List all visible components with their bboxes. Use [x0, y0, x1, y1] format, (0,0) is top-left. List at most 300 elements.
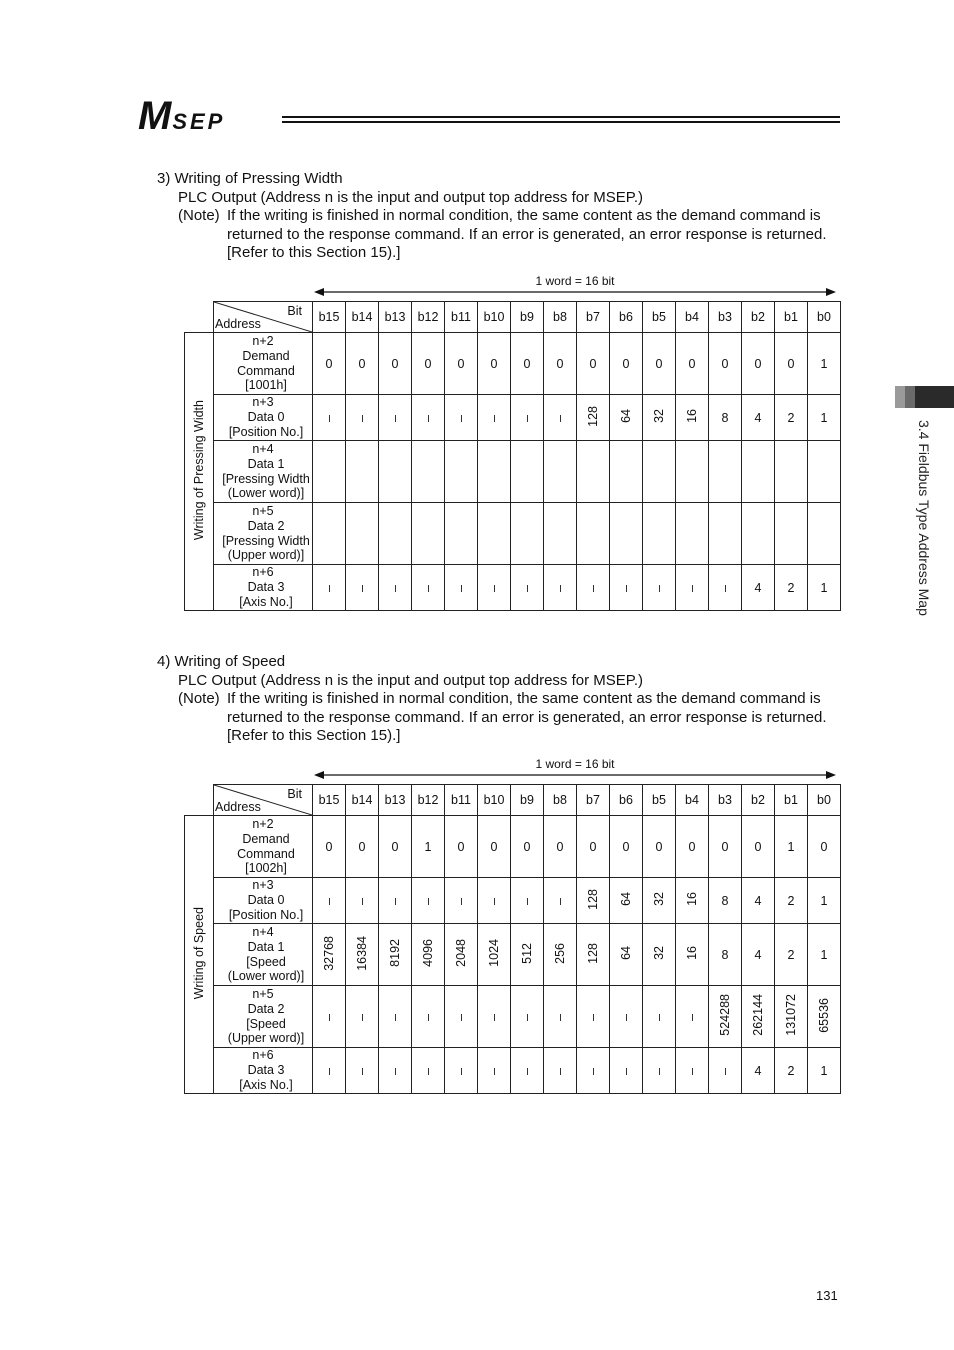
bit-value: –: [355, 584, 369, 592]
bit-value: –: [355, 1013, 369, 1021]
bit-value-cell: [544, 878, 577, 924]
bit-value-cell: [346, 395, 379, 441]
bit-value-cell: [478, 503, 511, 565]
address-number: n+2: [252, 333, 274, 348]
bit-value-cell: [709, 816, 742, 878]
bit-value: 1: [820, 410, 828, 425]
header-rule-top: [282, 116, 840, 118]
bit-value-cell: [709, 924, 742, 986]
bit-value: –: [487, 414, 501, 422]
bit-value-cell: [544, 395, 577, 441]
bit-value-cell: [313, 924, 346, 986]
bit-value: –: [454, 1013, 468, 1021]
bit-value: –: [454, 897, 468, 905]
bit-value: 0: [391, 356, 399, 371]
bit-column-header: b5: [643, 302, 676, 333]
bit-value-cell: [577, 816, 610, 878]
bit-value: –: [388, 1013, 402, 1021]
bit-value: –: [553, 584, 567, 592]
bit-column-header: b9: [511, 302, 544, 333]
bit-value-cell: [808, 1048, 841, 1094]
bit-column-header: b11: [445, 785, 478, 816]
bit-value-cell: [775, 1048, 808, 1094]
bit-value: –: [487, 584, 501, 592]
bit-value-cell: [346, 1048, 379, 1094]
bit-value-cell: [445, 878, 478, 924]
bit-value-cell: [478, 1048, 511, 1094]
bit-value-cell: [511, 395, 544, 441]
bit-value: 0: [457, 839, 465, 854]
bit-column-header: b3: [709, 302, 742, 333]
bit-value-cell: [643, 565, 676, 611]
address-cell: [214, 1048, 313, 1094]
bit-value: –: [388, 1067, 402, 1075]
bit-value-cell: [742, 816, 775, 878]
bit-value: –: [487, 1013, 501, 1021]
bit-column-header: b1: [775, 302, 808, 333]
bit-column-header: b4: [676, 302, 709, 333]
table-row: [185, 924, 841, 986]
plc-output-text: PLC Output (Address n is the input and output top address for MSEP.): [178, 188, 643, 206]
bit-value: –: [388, 414, 402, 422]
bit-column-header: b9: [511, 785, 544, 816]
bit-value-cell: [346, 924, 379, 986]
bit-table-pressing-width: [184, 301, 841, 611]
bit-value: 64: [619, 892, 633, 906]
bit-value-cell: [676, 333, 709, 395]
bit-value: –: [520, 1013, 534, 1021]
bit-value: –: [586, 1013, 600, 1021]
bit-value-cell: [808, 441, 841, 503]
section-heading: 3) Writing of Pressing Width: [157, 170, 343, 187]
note: [157, 690, 847, 746]
bit-value-cell: [643, 395, 676, 441]
bit-value: 32: [652, 946, 666, 960]
bit-value-cell: [709, 503, 742, 565]
bit-value-cell: [445, 816, 478, 878]
bit-value-cell: [742, 565, 775, 611]
bit-value-cell: [412, 816, 445, 878]
bit-column-header: b3: [709, 785, 742, 816]
bit-value: 0: [622, 839, 630, 854]
bit-value: 0: [622, 356, 630, 371]
bit-value: 0: [721, 839, 729, 854]
bit-value-cell: [379, 986, 412, 1048]
bit-value: 32: [652, 892, 666, 906]
section-heading: 4) Writing of Speed: [157, 653, 286, 670]
bit-value-cell: [577, 878, 610, 924]
bit-value: –: [421, 1013, 435, 1021]
bit-value: 1: [424, 839, 432, 854]
bit-value: –: [388, 584, 402, 592]
bit-value: –: [454, 1067, 468, 1075]
bit-value-cell: [379, 924, 412, 986]
bit-value: 0: [457, 356, 465, 371]
bit-value-cell: [709, 333, 742, 395]
bit-value-cell: [775, 565, 808, 611]
bit-value-cell: [742, 878, 775, 924]
bit-value-cell: [346, 503, 379, 565]
bit-column-header: b8: [544, 785, 577, 816]
address-number: n+5: [252, 986, 274, 1001]
bit-value-cell: [775, 924, 808, 986]
bit-value: 64: [619, 409, 633, 423]
bit-value: 1: [820, 580, 828, 595]
bit-value: –: [586, 1067, 600, 1075]
address-cell: [214, 333, 313, 395]
bit-value-cell: [610, 1048, 643, 1094]
bit-value-cell: [346, 441, 379, 503]
bit-value: 512: [520, 942, 534, 964]
bit-value: –: [586, 584, 600, 592]
bit-column-header: b7: [577, 785, 610, 816]
bit-value-cell: [346, 986, 379, 1048]
bit-value: 2: [787, 410, 795, 425]
bit-value: 4: [754, 893, 762, 908]
address-description: [Speed: [246, 954, 286, 969]
bit-value: 128: [586, 405, 600, 427]
address-cell: [214, 924, 313, 986]
bit-address-header: [214, 785, 313, 816]
bit-value-cell: [313, 503, 346, 565]
address-description: [Axis No.]: [239, 594, 293, 609]
msep-logo: [138, 94, 225, 139]
address-description: Data 0: [247, 410, 285, 425]
bit-value-cell: [643, 878, 676, 924]
bit-value: 524288: [718, 994, 732, 1036]
bit-column-header: b15: [313, 785, 346, 816]
bit-value-cell: [346, 565, 379, 611]
bit-value-cell: [445, 333, 478, 395]
bit-value-cell: [676, 816, 709, 878]
address-description: Demand: [242, 831, 290, 846]
section-pressing-width: [157, 170, 847, 263]
address-description: (Lower word)]: [227, 486, 305, 501]
bit-value-cell: [676, 441, 709, 503]
bit-value-cell: [742, 986, 775, 1048]
bit-value-cell: [511, 565, 544, 611]
table-row: [185, 565, 841, 611]
bit-value: –: [454, 584, 468, 592]
address-description: [1001h]: [245, 378, 287, 393]
address-description: Data 2: [247, 1001, 285, 1016]
address-description: Data 3: [247, 1063, 285, 1078]
bit-value-cell: [610, 333, 643, 395]
bit-value-cell: [511, 986, 544, 1048]
address-description: (Upper word)]: [227, 1031, 305, 1046]
page-number: 131: [816, 1288, 838, 1303]
bit-value-cell: [610, 565, 643, 611]
bit-value-cell: [643, 1048, 676, 1094]
bit-value: 2: [787, 947, 795, 962]
bit-value-cell: [643, 503, 676, 565]
bit-value-cell: [478, 986, 511, 1048]
address-number: n+4: [252, 441, 274, 456]
bit-value-cell: [808, 924, 841, 986]
bit-value: –: [619, 1067, 633, 1075]
bit-value-cell: [511, 816, 544, 878]
table-row: [185, 878, 841, 924]
bit-value: –: [652, 584, 666, 592]
bit-value: 32768: [322, 935, 336, 971]
bit-value: –: [520, 584, 534, 592]
bit-column-header: b1: [775, 785, 808, 816]
bit-value: 64: [619, 946, 633, 960]
bit-value-cell: [544, 816, 577, 878]
table-row: [185, 986, 841, 1048]
address-number: n+6: [252, 1048, 274, 1063]
section-speed: [157, 653, 847, 746]
note-text: If the writing is finished in normal condition, the same content as the demand command is returned to the response command. If an error is generated, an error response is returned. [Refer to this Section 15).]: [227, 690, 827, 744]
bit-value-cell: [709, 1048, 742, 1094]
bit-value-cell: [445, 924, 478, 986]
bit-value: –: [487, 1067, 501, 1075]
bit-value: –: [520, 414, 534, 422]
bit-value-cell: [478, 565, 511, 611]
side-tab-marker: [895, 386, 954, 408]
bit-value-cell: [676, 565, 709, 611]
bit-value: –: [553, 1013, 567, 1021]
bit-value-cell: [412, 1048, 445, 1094]
logo-sep: SEP: [172, 109, 226, 134]
bit-column-header: b6: [610, 785, 643, 816]
bit-value-cell: [445, 1048, 478, 1094]
bit-value: 2: [787, 1063, 795, 1078]
bit-value-cell: [445, 986, 478, 1048]
bit-value: 1024: [487, 939, 501, 967]
bit-value-cell: [511, 878, 544, 924]
bit-value-cell: [577, 441, 610, 503]
bit-value-cell: [544, 441, 577, 503]
address-number: n+4: [252, 924, 274, 939]
bit-column-header: b14: [346, 302, 379, 333]
word-size-label: 1 word = 16 bit: [535, 274, 615, 288]
bit-value: –: [685, 584, 699, 592]
bit-table-speed: [184, 784, 841, 1094]
bit-value-cell: [313, 333, 346, 395]
bit-value-cell: [478, 395, 511, 441]
bit-value-cell: [544, 503, 577, 565]
bit-value-cell: [808, 878, 841, 924]
bit-value-cell: [577, 503, 610, 565]
bit-value: –: [355, 1067, 369, 1075]
bit-value-cell: [643, 333, 676, 395]
bit-value-cell: [511, 924, 544, 986]
address-cell: [214, 395, 313, 441]
bit-column-header: b6: [610, 302, 643, 333]
bit-value-cell: [313, 816, 346, 878]
bit-column-header: b14: [346, 785, 379, 816]
bit-value-cell: [610, 986, 643, 1048]
bit-value-cell: [379, 565, 412, 611]
address-description: Data 2: [247, 518, 285, 533]
bit-value-cell: [313, 565, 346, 611]
address-description: Data 0: [247, 893, 285, 908]
bit-value: –: [487, 897, 501, 905]
bit-value-cell: [676, 395, 709, 441]
bit-value: 65536: [817, 997, 831, 1033]
address-description: [1002h]: [245, 861, 287, 876]
bit-value: 8: [721, 893, 729, 908]
bit-value: –: [322, 1013, 336, 1021]
bit-value-cell: [610, 395, 643, 441]
bit-value-cell: [610, 924, 643, 986]
bit-value-cell: [544, 333, 577, 395]
address-number: n+5: [252, 503, 274, 518]
address-cell: [214, 878, 313, 924]
address-description: [Speed: [246, 1016, 286, 1031]
bit-value-cell: [412, 441, 445, 503]
bit-value: –: [454, 414, 468, 422]
bit-column-header: b12: [412, 302, 445, 333]
bit-value-cell: [511, 1048, 544, 1094]
bit-column-header: b12: [412, 785, 445, 816]
bit-value-cell: [445, 565, 478, 611]
bit-value: 0: [325, 356, 333, 371]
address-cell: [214, 816, 313, 878]
address-description: [Axis No.]: [239, 1077, 293, 1092]
bit-value: –: [421, 897, 435, 905]
bit-value-cell: [379, 333, 412, 395]
bit-value-cell: [412, 503, 445, 565]
bit-value: –: [355, 897, 369, 905]
bit-value-cell: [808, 816, 841, 878]
bit-value: 0: [358, 356, 366, 371]
bit-value: 2048: [454, 939, 468, 967]
bit-value-cell: [379, 1048, 412, 1094]
bit-value-cell: [775, 503, 808, 565]
bit-value-cell: [412, 565, 445, 611]
bit-column-header: b0: [808, 785, 841, 816]
bit-value: 1: [820, 356, 828, 371]
bit-value-cell: [709, 395, 742, 441]
address-cell: [214, 986, 313, 1048]
bit-value: 0: [424, 356, 432, 371]
bit-value: 131072: [784, 994, 798, 1036]
bit-value-cell: [511, 503, 544, 565]
bit-value: 0: [754, 839, 762, 854]
bit-value-cell: [577, 565, 610, 611]
bit-value-cell: [709, 878, 742, 924]
bit-value-cell: [313, 986, 346, 1048]
bit-value-cell: [445, 395, 478, 441]
address-number: n+3: [252, 395, 274, 410]
table-row: [185, 441, 841, 503]
bit-value: –: [322, 414, 336, 422]
bit-value: 0: [523, 839, 531, 854]
bit-value: 1: [820, 1063, 828, 1078]
bit-value: –: [553, 414, 567, 422]
bit-value: 0: [754, 356, 762, 371]
bit-value-cell: [544, 924, 577, 986]
bit-value-cell: [313, 395, 346, 441]
plc-output-text: PLC Output (Address n is the input and output top address for MSEP.): [178, 671, 643, 689]
bit-value: –: [685, 1013, 699, 1021]
bit-value-cell: [808, 395, 841, 441]
note-label: (Note): [178, 207, 220, 224]
bit-value-cell: [775, 878, 808, 924]
address-description: [Position No.]: [228, 907, 304, 922]
group-label-cell: [185, 816, 214, 1094]
bit-value: –: [553, 1067, 567, 1075]
bit-value: 0: [556, 356, 564, 371]
bit-value-cell: [709, 565, 742, 611]
bit-value: 8192: [388, 939, 402, 967]
bit-value-cell: [379, 441, 412, 503]
word-span-arrow: [314, 770, 836, 780]
bit-value-cell: [676, 986, 709, 1048]
bit-value-cell: [808, 333, 841, 395]
bit-value-cell: [610, 441, 643, 503]
address-description: Command: [237, 846, 295, 861]
address-description: Data 1: [247, 456, 285, 471]
bit-value: 32: [652, 409, 666, 423]
bit-value-cell: [412, 878, 445, 924]
bit-value: –: [520, 1067, 534, 1075]
bit-value-cell: [478, 333, 511, 395]
bit-value-cell: [643, 986, 676, 1048]
bit-value: 0: [556, 839, 564, 854]
bit-value-cell: [346, 333, 379, 395]
bit-value-cell: [775, 441, 808, 503]
bit-value-cell: [742, 395, 775, 441]
bit-value: –: [685, 1067, 699, 1075]
address-description: [Pressing Width: [222, 471, 310, 486]
bit-value: –: [718, 1067, 732, 1075]
bit-value: 2: [787, 893, 795, 908]
bit-value-cell: [676, 924, 709, 986]
bit-value-cell: [742, 1048, 775, 1094]
address-cell: [214, 503, 313, 565]
bit-column-header: b2: [742, 785, 775, 816]
address-number: n+3: [252, 878, 274, 893]
bit-value: –: [388, 897, 402, 905]
bit-value: 0: [688, 356, 696, 371]
bit-value: –: [553, 897, 567, 905]
bit-value: 128: [586, 888, 600, 910]
bit-value-cell: [544, 565, 577, 611]
logo-m: M: [138, 94, 173, 138]
bit-value: –: [652, 1013, 666, 1021]
bit-value-cell: [313, 441, 346, 503]
bit-value: 0: [787, 356, 795, 371]
bit-value-cell: [610, 878, 643, 924]
bit-column-header: b10: [478, 785, 511, 816]
bit-value: –: [421, 1067, 435, 1075]
bit-value-cell: [379, 395, 412, 441]
bit-value-cell: [577, 333, 610, 395]
bit-value-cell: [445, 441, 478, 503]
address-label: Address: [215, 800, 261, 814]
bit-value-cell: [610, 816, 643, 878]
bit-value-cell: [412, 986, 445, 1048]
bit-value-cell: [643, 924, 676, 986]
bit-value-cell: [445, 503, 478, 565]
bit-value: 128: [586, 942, 600, 964]
note: [157, 207, 847, 263]
bit-value: 0: [688, 839, 696, 854]
bit-value: 0: [358, 839, 366, 854]
bit-value: 256: [553, 942, 567, 964]
bit-value: –: [619, 584, 633, 592]
bit-value-cell: [577, 1048, 610, 1094]
bit-value-cell: [511, 441, 544, 503]
bit-value-cell: [544, 1048, 577, 1094]
bit-value-cell: [577, 395, 610, 441]
bit-value-cell: [412, 333, 445, 395]
bit-value: –: [322, 897, 336, 905]
bit-label: Bit: [287, 304, 302, 318]
